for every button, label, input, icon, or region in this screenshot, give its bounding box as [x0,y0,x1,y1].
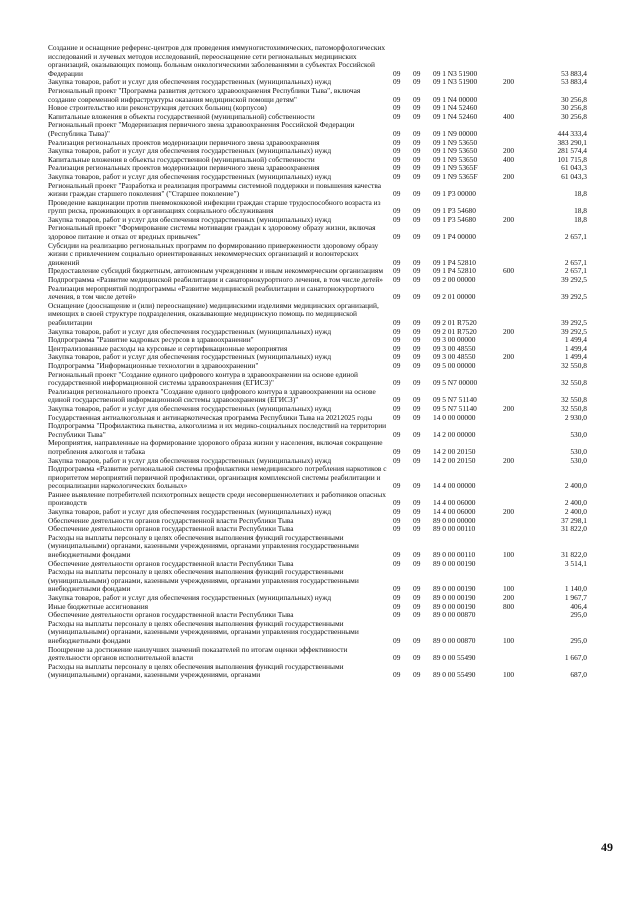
row-target-code: 89 0 00 00190 [433,593,476,602]
row-target-code: 09 2 01 00000 [433,292,476,302]
row-amount: 31 822,0 [561,550,587,560]
row-amount: 18,8 [574,206,587,216]
row-subsection: 09 [413,171,421,181]
row-target-code: 89 0 00 00190 [433,601,476,611]
row-section: 09 [393,189,401,199]
row-subsection: 09 [413,137,421,147]
row-target-code: 14 2 00 20150 [433,455,476,465]
row-target-code: 09 1 N9 5365F [433,171,478,181]
row-name: Реализация региональных проектов модернизации первичного звена здравоохранения [48,163,320,173]
row-subsection: 09 [413,550,421,560]
row-subsection: 09 [413,103,421,113]
row-amount: 2 657,1 [564,266,587,276]
row-amount: 444 333,4 [557,128,587,138]
row-subsection: 09 [413,515,421,525]
page-number: 49 [601,840,613,854]
row-expense-type: 200 [503,352,515,362]
table-row [48,439,600,456]
row-subsection: 09 [413,326,421,336]
row-expense-type: 200 [503,214,515,224]
row-amount: 32 550,8 [561,360,587,370]
row-expense-type: 400 [503,154,515,164]
row-expense-type: 100 [503,550,515,560]
row-section: 09 [393,455,401,465]
row-expense-type: 200 [503,507,515,517]
row-amount: 32 550,8 [561,378,587,388]
row-expense-type: 200 [503,77,515,87]
row-amount: 18,8 [574,189,587,199]
row-subsection: 09 [413,524,421,534]
row-target-code: 09 1 P4 52810 [433,257,476,267]
row-section: 09 [393,137,401,147]
row-target-code: 89 0 00 55490 [433,670,476,680]
row-amount: 31 822,0 [561,524,587,534]
row-amount: 1 499,4 [564,335,587,345]
row-amount: 1 967,7 [564,593,587,602]
row-amount: 2 657,1 [564,257,587,267]
row-subsection: 09 [413,558,421,568]
row-section: 09 [393,266,401,276]
row-amount: 1 499,4 [564,343,587,353]
row-target-code: 09 3 00 48550 [433,343,476,353]
row-target-code: 14 2 00 20150 [433,446,476,456]
row-section: 09 [393,103,401,113]
row-target-code: 09 1 N3 51900 [433,77,478,87]
table-row [48,620,600,646]
row-name: Реализация регионального проекта "Создание единого цифрового контура в здравоохранении на основе единой государственной информационной системы здравоохранения (ЕГИСЗ)" [48,386,376,405]
row-target-code: 09 1 P3 54680 [433,206,476,216]
row-amount: 30 256,8 [561,94,587,104]
row-amount: 39 292,5 [561,318,587,327]
row-name: Подпрограмма "Профилактика пьянства, алкоголизма и их медико-социальных последствий на территории Республики Тыва" [48,421,387,439]
row-subsection: 09 [413,455,421,465]
row-expense-type: 200 [503,593,515,602]
row-section: 09 [393,352,401,362]
row-target-code: 09 3 00 00000 [433,335,476,345]
row-section: 09 [393,326,401,336]
row-name: Государственная антиалкогольная и антинаркотическая программа Республики Тыва на 20212025 годы [48,412,373,422]
row-subsection: 09 [413,584,421,594]
row-target-code: 89 0 00 00870 [433,610,476,620]
table-row [48,224,600,241]
row-section: 09 [393,395,401,405]
row-subsection: 09 [413,593,421,602]
row-name: Проведение вакцинации против пневмококковой инфекции граждан старше трудоспособного возраста из групп риска, проживающих в организациях социального обслуживания [48,197,381,216]
row-subsection: 09 [413,189,421,199]
row-target-code: 09 1 P3 54680 [433,214,476,224]
row-section: 09 [393,146,401,156]
row-amount: 32 550,8 [561,403,587,413]
row-target-code: 09 1 P4 52810 [433,266,476,276]
row-subsection: 09 [413,214,421,224]
row-section: 09 [393,610,401,620]
row-section: 09 [393,292,401,302]
row-expense-type: 800 [503,601,515,611]
row-subsection: 09 [413,601,421,611]
row-target-code: 09 2 01 R7520 [433,318,477,327]
row-target-code: 09 5 00 00000 [433,360,476,370]
row-amount: 39 292,5 [561,326,587,336]
row-amount: 61 043,3 [561,171,587,181]
row-name: Закупка товаров, работ и услуг для обеспечения государственных (муниципальных) нужд [48,352,332,362]
row-subsection: 09 [413,412,421,422]
row-section: 09 [393,601,401,611]
row-subsection: 09 [413,77,421,87]
row-amount: 295,0 [570,610,587,620]
row-target-code: 09 3 00 48550 [433,352,476,362]
table-row [48,302,600,328]
row-amount: 39 292,5 [561,292,587,302]
row-section: 09 [393,635,401,645]
row-name: Подпрограмма «Развитие региональной системы профилактики немедицинского потребления наркотиков с приоритетом мероприятий первичной профилактики, организация комплексной системы реабилитации и ресоциализации наркологических больных» [48,464,387,491]
row-subsection: 09 [413,163,421,173]
row-amount: 61 043,3 [561,163,587,173]
table-row [48,44,600,78]
row-section: 09 [393,558,401,568]
row-subsection: 09 [413,257,421,267]
row-section: 09 [393,429,401,439]
row-name: Расходы на выплаты персоналу в целях обеспечения выполнения функций государственными (муниципальными) органами, казенными учреждениями, органами управления государственными внебюджетными фондами [48,618,359,645]
row-subsection: 09 [413,481,421,491]
row-target-code: 09 1 N9 53650 [433,146,478,156]
row-expense-type: 100 [503,670,515,680]
row-amount: 530,0 [570,446,587,456]
row-section: 09 [393,498,401,508]
row-target-code: 09 1 N3 51900 [433,68,478,78]
row-name: Обеспечение деятельности органов государственной власти Республики Тыва [48,524,294,534]
row-target-code: 89 0 00 00110 [433,524,476,534]
row-target-code: 09 2 01 R7520 [433,326,477,336]
row-amount: 3 514,1 [564,558,587,568]
row-amount: 530,0 [570,429,587,439]
row-section: 09 [393,403,401,413]
table-row [48,491,600,508]
row-amount: 39 292,5 [561,275,587,285]
row-target-code: 89 0 00 00870 [433,635,476,645]
table-row [48,371,600,388]
row-subsection: 09 [413,343,421,353]
table-row [48,121,600,138]
row-section: 09 [393,593,401,602]
row-name: Иные бюджетные ассигнования [48,601,149,611]
row-amount: 295,0 [570,635,587,645]
row-amount: 2 400,0 [564,481,587,491]
row-section: 09 [393,550,401,560]
row-name: Поощрение за достижение наилучших значений показателей по итогам оценки эффективности деятельности органов исполнительной власти [48,644,348,663]
row-section: 09 [393,481,401,491]
row-section: 09 [393,171,401,181]
row-target-code: 89 0 00 00190 [433,584,476,594]
row-target-code: 09 5 N7 51140 [433,395,477,405]
row-section: 09 [393,360,401,370]
row-target-code: 09 5 N7 00000 [433,378,478,388]
row-target-code: 09 2 00 00000 [433,275,476,285]
row-target-code: 09 1 N9 53650 [433,137,478,147]
row-name: Закупка товаров, работ и услуг для обеспечения государственных (муниципальных) нужд [48,214,332,224]
row-section: 09 [393,318,401,327]
row-name: Раннее выявление потребителей психотропных веществ среди несовершеннолетних и работников опасных производств [48,489,386,508]
row-amount: 32 550,8 [561,395,587,405]
row-name: Мероприятия, направленные на формирование здорового образа жизни у населения, включая сокращение потребления алкоголя и табака [48,438,383,456]
row-subsection: 09 [413,68,421,78]
row-name: Обеспечение деятельности органов государственной власти Республики Тыва [48,610,294,620]
row-amount: 2 657,1 [564,232,587,242]
row-amount: 53 883,4 [561,77,587,87]
row-name: Централизованные расходы на курсовые и сертификационные мероприятия [48,343,288,353]
row-subsection: 09 [413,670,421,680]
row-name: Реализация региональных проектов модернизации первичного звена здравоохранения [48,137,320,147]
row-name: Создание и оснащение референс-центров для проведения иммуногистохимических, патоморфологических исследований и лучевых методов исследований, переоснащение сети региональных медицинских организаций, оказывающих помощь больным онкологическими заболеваниями в субъектах Российской Федерации [48,43,386,78]
row-name: Закупка товаров, работ и услуг для обеспечения государственных (муниципальных) нужд [48,403,332,413]
row-subsection: 09 [413,128,421,138]
row-name: Подпрограмма "Развитие кадровых ресурсов в здравоохранении" [48,335,254,345]
row-amount: 281 574,4 [557,146,587,156]
row-amount: 53 883,4 [561,68,587,78]
row-section: 09 [393,214,401,224]
row-name: Региональный проект "Модернизация первичного звена здравоохранения Российской Федерации (Республика Тыва)" [48,120,355,138]
row-target-code: 14 0 00 00000 [433,412,476,422]
row-subsection: 09 [413,111,421,121]
row-name: Обеспечение деятельности органов государственной власти Республики Тыва [48,515,294,525]
row-section: 09 [393,670,401,680]
table-row [48,87,600,104]
row-section: 09 [393,77,401,87]
row-target-code: 09 1 N4 52460 [433,103,478,113]
row-target-code: 09 1 N9 53650 [433,154,478,164]
row-name: Региональный проект "Программа развития детского здравоохранения Республики Тыва", включая создание современной инфраструктуры оказания медицинской помощи детям" [48,85,361,104]
row-name: Новое строительство или реконструкция детских больниц (корпусов) [48,103,267,113]
row-amount: 2 400,0 [564,498,587,508]
row-section: 09 [393,515,401,525]
row-expense-type: 200 [503,146,515,156]
table-row [48,663,600,680]
row-subsection: 09 [413,403,421,413]
table-row [48,534,600,560]
row-expense-type: 200 [503,455,515,465]
row-subsection: 09 [413,292,421,302]
row-name: Расходы на выплаты персоналу в целях обеспечения выполнения функций государственными (муниципальными) органами, казенными учреждениями, органами [48,661,344,680]
row-name: Обеспечение деятельности органов государственной власти Республики Тыва [48,558,294,568]
row-target-code: 09 1 N9 5365F [433,163,478,173]
table-row [48,199,600,216]
row-amount: 1 140,0 [564,584,587,594]
row-amount: 530,0 [570,455,587,465]
row-section: 09 [393,507,401,517]
row-expense-type: 400 [503,111,515,121]
row-target-code: 89 0 00 55490 [433,653,476,663]
row-section: 09 [393,378,401,388]
row-subsection: 09 [413,610,421,620]
row-section: 09 [393,94,401,104]
row-name: Региональный проект "Создание единого цифрового контура в здравоохранении на основе единой государственной информационной системы здравоохранения (ЕГИСЗ)" [48,369,359,388]
row-name: Закупка товаров, работ и услуг для обеспечения государственных (муниципальных) нужд [48,77,332,87]
row-subsection: 09 [413,335,421,345]
row-section: 09 [393,524,401,534]
row-subsection: 09 [413,653,421,663]
row-name: Региональный проект "Разработка и реализация программы системной поддержки и повышения качества жизни граждан старшего поколения" ("Старшее поколение") [48,180,382,199]
row-target-code: 14 4 00 06000 [433,507,476,517]
row-amount: 406,4 [570,601,587,611]
row-subsection: 09 [413,318,421,327]
row-section: 09 [393,206,401,216]
row-amount: 37 298,1 [561,515,587,525]
row-subsection: 09 [413,275,421,285]
row-amount: 101 715,8 [557,154,587,164]
row-amount: 2 930,0 [564,412,587,422]
row-name: Реализация мероприятий подпрограммы «Развитие медицинской реабилитации и санаторнокурортного лечения, в том числе детей» [48,283,375,302]
row-section: 09 [393,412,401,422]
row-section: 09 [393,232,401,242]
table-row [48,182,600,199]
row-section: 09 [393,111,401,121]
row-name: Закупка товаров, работ и услуг для обеспечения государственных (муниципальных) нужд [48,171,332,181]
row-name: Субсидии на реализацию региональных программ по формированию приверженности здоровому образу жизни с привлечением социально ориентированных некоммерческих организаций и волонтерских движений [48,240,379,267]
row-subsection: 09 [413,232,421,242]
table-row [48,568,600,594]
row-subsection: 09 [413,635,421,645]
row-subsection: 09 [413,429,421,439]
row-target-code: 14 4 00 00000 [433,481,476,491]
row-subsection: 09 [413,395,421,405]
table-row [48,422,600,439]
row-section: 09 [393,343,401,353]
row-subsection: 09 [413,266,421,276]
row-expense-type: 100 [503,635,515,645]
row-section: 09 [393,446,401,456]
row-section: 09 [393,257,401,267]
row-expense-type: 200 [503,403,515,413]
row-expense-type: 200 [503,171,515,181]
row-name: Закупка товаров, работ и услуг для обеспечения государственных (муниципальных) нужд [48,507,332,517]
row-section: 09 [393,68,401,78]
row-subsection: 09 [413,206,421,216]
row-section: 09 [393,275,401,285]
table-row [48,465,600,491]
row-target-code: 89 0 00 00000 [433,515,476,525]
row-subsection: 09 [413,352,421,362]
row-name: Капитальные вложения в объекты государственной (муниципальной) собственности [48,154,315,164]
row-subsection: 09 [413,378,421,388]
row-subsection: 09 [413,446,421,456]
row-amount: 2 400,0 [564,507,587,517]
row-subsection: 09 [413,154,421,164]
row-subsection: 09 [413,360,421,370]
row-name: Закупка товаров, работ и услуг для обеспечения государственных (муниципальных) нужд [48,455,332,465]
row-name: Закупка товаров, работ и услуг для обеспечения государственных (муниципальных) нужд [48,593,332,602]
row-amount: 30 256,8 [561,103,587,113]
row-target-code: 89 0 00 00190 [433,558,476,568]
row-expense-type: 200 [503,326,515,336]
row-name: Закупка товаров, работ и услуг для обеспечения государственных (муниципальных) нужд [48,326,332,336]
row-name: Расходы на выплаты персоналу в целях обеспечения выполнения функций государственными (муниципальными) органами, казенными учреждениями, органами управления государственными внебюджетными фондами [48,532,359,560]
budget-table [48,44,600,680]
row-name: Предоставление субсидий бюджетным, автономным учреждениям и иным некоммерческим организациям [48,266,384,276]
row-amount: 1 667,0 [564,653,587,663]
row-subsection: 09 [413,146,421,156]
row-section: 09 [393,128,401,138]
row-expense-type: 100 [503,584,515,594]
row-expense-type: 600 [503,266,515,276]
row-subsection: 09 [413,94,421,104]
row-target-code: 09 1 N9 00000 [433,128,478,138]
row-amount: 687,0 [570,670,587,680]
row-target-code: 14 2 00 00000 [433,429,476,439]
row-section: 09 [393,154,401,164]
row-target-code: 09 1 N4 00000 [433,94,478,104]
row-section: 09 [393,335,401,345]
row-name: Расходы на выплаты персоналу в целях обеспечения выполнения функций государственными (муниципальными) органами, казенными учреждениями, органами управления государственными внебюджетными фондами [48,567,359,594]
row-subsection: 09 [413,498,421,508]
row-name: Оснащение (дооснащение и (или) переоснащение) медицинскими изделиями медицинских организаций, имеющих в своей структуре подразделения, оказывающие медицинскую помощь по медицинской реабилитации [48,300,379,327]
row-amount: 18,8 [574,214,587,224]
row-name: Закупка товаров, работ и услуг для обеспечения государственных (муниципальных) нужд [48,146,332,156]
row-name: Капитальные вложения в объекты государственной (муниципальной) собственности [48,111,315,121]
row-amount: 30 256,8 [561,111,587,121]
row-target-code: 14 4 00 06000 [433,498,476,508]
row-section: 09 [393,653,401,663]
row-name: Региональный проект "Формирование системы мотивации граждан к здоровому образу жизни, включая здоровое питание и отказ от вредных привычек" [48,223,376,242]
row-target-code: 09 1 N4 52460 [433,111,478,121]
row-target-code: 09 5 N7 51140 [433,403,477,413]
row-amount: 383 290,1 [557,137,587,147]
row-name: Подпрограмма "Информационные технологии в здравоохранении" [48,360,259,370]
row-section: 09 [393,584,401,594]
row-target-code: 09 1 P3 00000 [433,189,476,199]
row-subsection: 09 [413,507,421,517]
row-target-code: 89 0 00 00110 [433,550,476,560]
row-name: Подпрограмма «Развитие медицинской реабилитации и санаторнокурортного лечения, в том числе детей» [48,275,383,285]
row-section: 09 [393,163,401,173]
row-amount: 1 499,4 [564,352,587,362]
row-target-code: 09 1 P4 00000 [433,232,476,242]
table-row [48,285,600,302]
table-row [48,388,600,405]
table-row [48,646,600,663]
table-row [48,242,600,268]
